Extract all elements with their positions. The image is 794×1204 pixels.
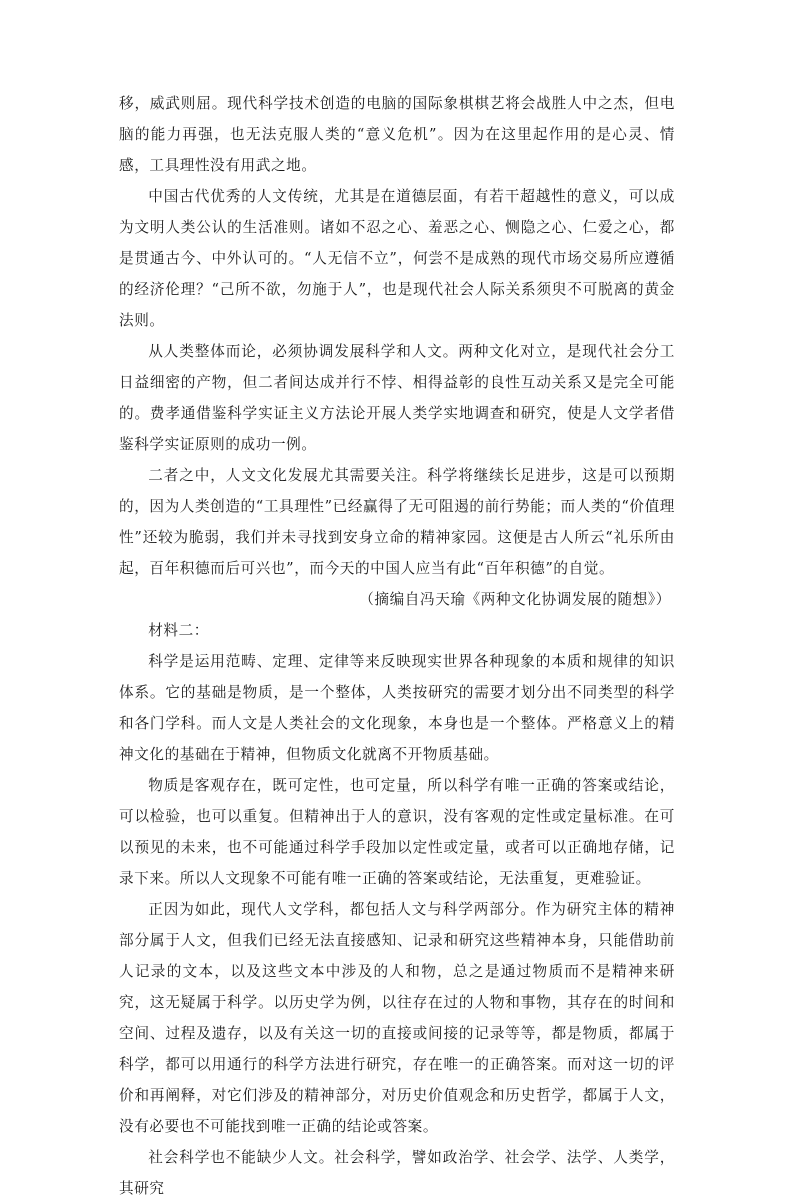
paragraph: 二者之中，人文文化发展尤其需要关注。科学将继续长足进步，这是可以预期的，因为人类创造的“工具理性”已经赢得了无可阻遏的前行势能；而人类的“价值理性”还较为脆弱，我们并未寻找到安身立命的精神家园。这便是古人所云“礼乐所由起，百年积德而后可兴也”，而今天的中国人应当有此“百年积德”的自觉。 [119,467,675,577]
paragraph: 从人类整体而论，必须协调发展科学和人文。两种文化对立，是现代社会分工日益细密的产物，但二者间达成并行不悖、相得益彰的良性互动关系又是完全可能的。费孝通借鉴科学实证主义方法论开展人类学实地调查和研究，使是人文学者借鉴科学实证原则的成功一例。 [119,343,675,453]
paragraph: 正因为如此，现代人文学科，都包括人文与科学两部分。作为研究主体的精神部分属于人文，但我们已经无法直接感知、记录和研究这些精神本身，只能借助前人记录的文本，以及这些文本中涉及的人和物，总之是通过物质而不是精神来研究，这无疑属于科学。以历史学为例，以往存在过的人物和事物，其存在的时间和空间、过程及遗存，以及有关这一切的直接或间接的记录等等，都是物质，都属于科学，都可以用通行的科学方法进行研究，存在唯一的正确答案。而对这一切的评价和再阐释，对它们涉及的精神部分，对历史价值观念和历史哲学，都属于人文，没有必要也不可能找到唯一正确的结论或答案。 [119,901,675,1135]
paragraph: 移，威武则屈。现代科学技术创造的电脑的国际象棋棋艺将会战胜人中之杰，但电脑的能力再强，也无法克服人类的“意义危机”。因为在这里起作用的是心灵、情感，工具理性没有用武之地。 [119,95,675,174]
paragraph: 物质是客观存在，既可定性，也可定量，所以科学有唯一正确的答案或结论，可以检验，也可以重复。但精神出于人的意识，没有客观的定性或定量标准。在可以预见的未来，也不可能通过科学手段加以定性或定量，或者可以正确地存储，记录下来。所以人文现象不可能有唯一正确的答案或结论，无法重复，更难验证。 [119,777,675,887]
paragraph: 科学是运用范畴、定理、定律等来反映现实世界各种现象的本质和规律的知识体系。它的基础是物质，是一个整体，人类按研究的需要才划分出不同类型的科学和各门学科。而人文是人类社会的文化现象，本身也是一个整体。严格意义上的精神文化的基础在于精神，但物质文化就离不开物质基础。 [119,653,675,763]
source-citation: （摘编自冯天瑜《两种文化协调发展的随想》） [359,591,671,608]
document-body [119,88,675,1204]
paragraph: 中国古代优秀的人文传统，尤其是在道德层面，有若干超越性的意义，可以成为文明人类公认的生活准则。诸如不忍之心、羞恶之心、恻隐之心、仁爱之心，都是贯通古今、中外认可的。“人无信不立”，何尝不是成熟的现代市场交易所应遵循的经济伦理？“己所不欲，勿施于人”，也是现代社会人际关系须臾不可脱离的黄金法则。 [119,188,675,329]
section-heading: 材料二： [148,622,209,639]
paragraph: 社会科学也不能缺少人文。社会科学，譬如政治学、社会学、法学、人类学，其研究 [119,1149,675,1197]
